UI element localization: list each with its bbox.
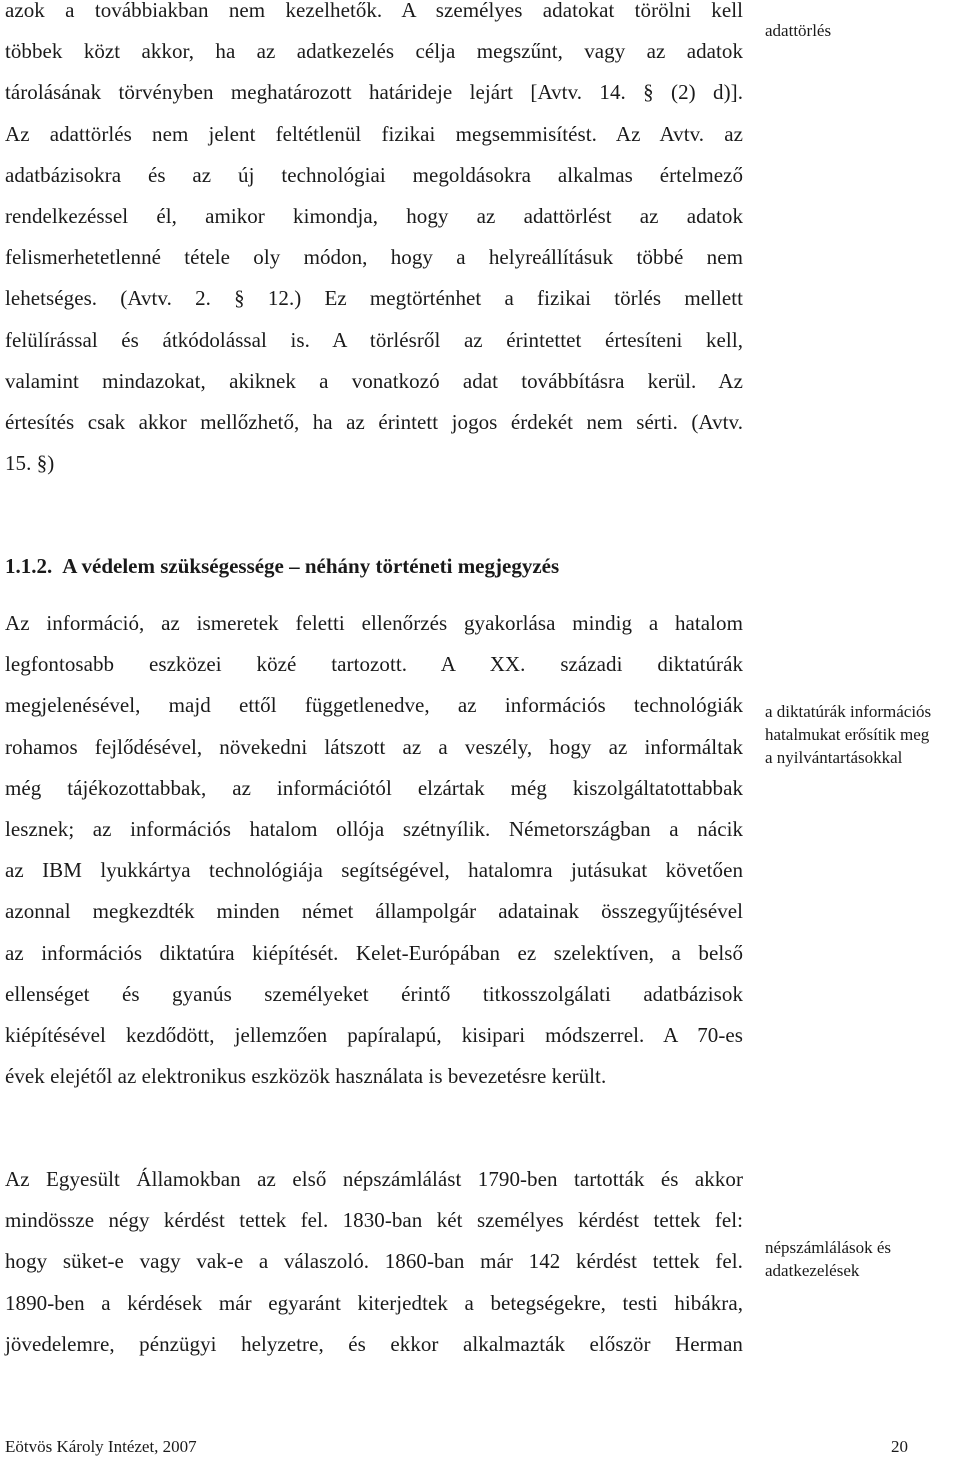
text-line: Az adattörlés nem jelent feltétlenül fizikai megsemmisítést. Az Avtv. az [5, 121, 743, 146]
margin-note-census [765, 1236, 960, 1282]
text-line: az információs diktatúra kiépítését. Kelet-Európában ez szelektíven, a belső [5, 940, 743, 965]
text-line: azok a továbbiakban nem kezelhetők. A személyes adatokat törölni kell [5, 0, 743, 22]
paragraph-census [5, 1159, 743, 1365]
paragraph-data-deletion [5, 0, 743, 484]
margin-note-data-deletion [765, 19, 960, 42]
text-line: adatbázisokra és az új technológiai megoldásokra alkalmas értelmező [5, 162, 743, 187]
text-line: tárolásának törvényben meghatározott határideje lejárt [Avtv. 14. § (2) d)]. [5, 80, 743, 105]
text-line: 1890-ben a kérdések már egyaránt kiterjedtek a betegségekre, testi hibákra, [5, 1290, 743, 1315]
section-title: A védelem szükségessége – néhány történeti megjegyzés [62, 554, 560, 578]
text-line: értesítés csak akkor mellőzhető, ha az érintett jogos érdekét nem sérti. (Avtv. [5, 409, 743, 434]
text-line: még tájékozottabbak, az információtól elzártak még kiszolgáltatottabbak [5, 775, 743, 800]
margin-note-line: népszámlálások és [765, 1238, 892, 1257]
text-line: hogy süket-e vagy vak-e a válaszoló. 1860-ban már 142 kérdést tettek fel. [5, 1249, 743, 1274]
paragraph-history [5, 603, 743, 1097]
text-line: felismerhetetlenné tétele oly módon, hogy a helyreállításuk többé nem [5, 245, 743, 270]
text-line: mindössze négy kérdést tettek fel. 1830-ban két személyes kérdést tettek fel: [5, 1208, 743, 1233]
text-line: valamint mindazokat, akiknek a vonatkozó adat továbbításra kerül. Az [5, 368, 743, 393]
text-line: jövedelemre, pénzügyi helyzetre, és ekkor alkalmazták először Herman [5, 1331, 743, 1356]
text-line: többek közt akkor, ha az adatkezelés célja megszűnt, vagy az adatok [5, 39, 743, 64]
text-line: 15. §) [5, 451, 55, 476]
section-number: 1.1.2. [5, 554, 53, 578]
margin-note-line: adatkezelések [765, 1261, 860, 1280]
margin-note-line: a diktatúrák információs [765, 702, 932, 721]
text-line: Az információ, az ismeretek feletti ellenőrzés gyakorlása mindig a hatalom [5, 611, 743, 635]
text-line: az IBM lyukkártya technológiája segítségével, hatalomra jutásukat követően [5, 858, 743, 883]
text-line: Az Egyesült Államokban az első népszámlálást 1790-ben tartották és akkor [5, 1167, 743, 1191]
text-line: ellenséget és gyanús személyeket érintő titkosszolgálati adatbázisok [5, 981, 743, 1006]
text-line: kiépítésével kezdődött, jellemzően papíralapú, kisipari módszerrel. A 70-es [5, 1022, 743, 1047]
margin-note-line: adattörlés [765, 21, 832, 40]
text-line: évek elejétől az elektronikus eszközök használata is bevezetésre került. [5, 1064, 607, 1089]
page-number: 20 [891, 1437, 908, 1456]
section-heading [5, 554, 559, 579]
margin-note-line: a nyilvántartásokkal [765, 748, 903, 767]
text-line: legfontosabb eszközei közé tartozott. A XX. századi diktatúrák [5, 652, 743, 677]
footer-publisher: Eötvös Károly Intézet, 2007 [5, 1437, 197, 1456]
text-line: rohamos fejlődésével, növekedni látszott az a veszély, hogy az informáltak [5, 734, 743, 759]
text-line: azonnal megkezdték minden német állampolgár adatainak összegyűjtésével [5, 899, 743, 924]
text-line: megjelenésével, majd ettől függetlenedve, az információs technológiák [5, 693, 743, 718]
text-line: lesznek; az információs hatalom ollója szétnyílik. Németországban a nácik [5, 816, 743, 841]
text-line: rendelkezéssel él, amikor kimondja, hogy az adattörlést az adatok [5, 203, 743, 228]
margin-note-dictatorships [765, 700, 960, 769]
text-line: felülírással és átkódolással is. A törlésről az érintettet értesíteni kell, [5, 327, 743, 352]
margin-note-line: hatalmukat erősítik meg [765, 725, 930, 744]
text-line: lehetséges. (Avtv. 2. § 12.) Ez megtörténhet a fizikai törlés mellett [5, 286, 743, 311]
